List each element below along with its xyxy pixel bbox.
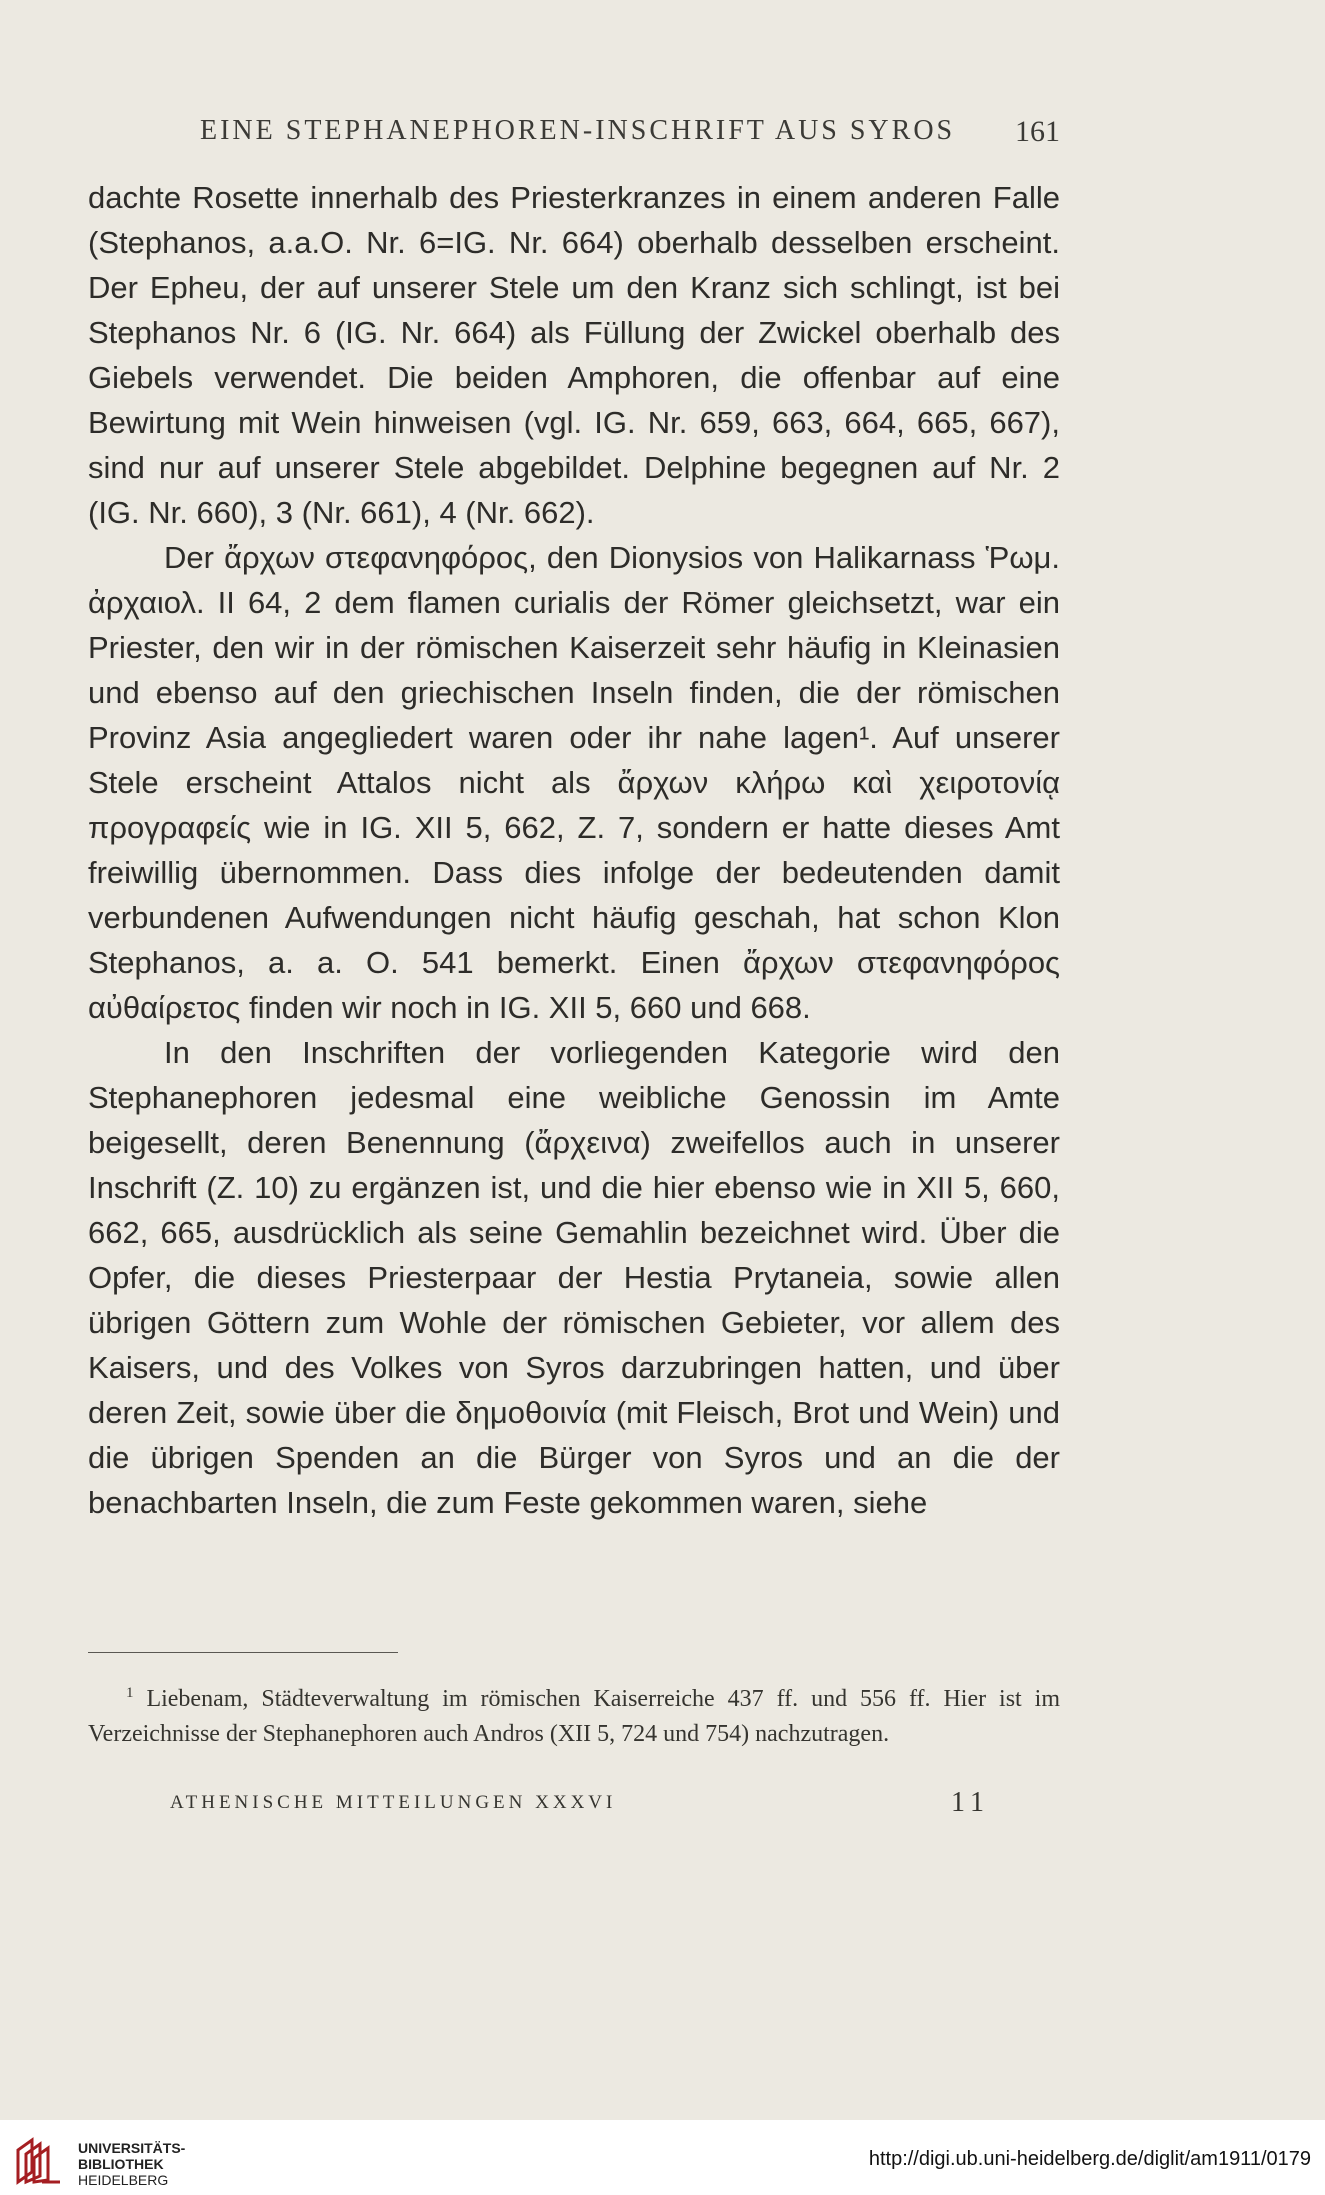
body-text (88, 175, 1060, 1525)
library-name-line-3: HEIDELBERG (78, 2172, 169, 2188)
source-url-link[interactable]: http://digi.ub.uni-heidelberg.de/diglit/am1911/0179 (868, 2148, 1311, 2170)
signature-number: 11 (951, 1787, 990, 1818)
paragraph-2: Der ἄρχων στεφανηφόρος, den Dionysios von Halikarnass Ῥωμ. ἀρχαιολ. II 64, 2 dem flamen curialis der Römer gleichsetzt, war ein Priester, den wir in der römischen Kaiserzeit sehr häufig in Kleinasien und ebenso auf den griechischen Inseln finden, die der römischen Provinz Asia angegliedert waren oder ihr nahe lagen¹. Auf unserer Stele erscheint Attalos nicht als ἄρχων κλήρω καὶ χειροτονίᾳ προγραφείς wie in IG. XII 5, 662, Z. 7, sondern er hatte dieses Amt freiwillig übernommen. Dass dies infolge der bedeutenden damit verbundenen Aufwendungen nicht häufig geschah, hat schon Klon Stephanos, a. a. O. 541 bemerkt. Einen ἄρχων στεφανηφόρος αὐθαίρετος finden wir noch in IG. XII 5, 660 und 668. (88, 540, 1060, 1025)
library-name-line-1: UNIVERSITÄTS- (78, 2140, 186, 2156)
page-number: 161 (1015, 115, 1060, 148)
digitization-footer (0, 2120, 1325, 2195)
library-logo-icon (14, 2136, 64, 2186)
paragraph-3: In den Inschriften der vorliegenden Kategorie wird den Stephanephoren jedesmal eine weibliche Genossin im Amte beigesellt, deren Benennung (ἄρχεινα) zweifellos auch in unserer Inschrift (Z. 10) zu ergänzen ist, und die hier ebenso wie in XII 5, 660, 662, 665, ausdrücklich als seine Gemahlin bezeichnet wird. Über die Opfer, die dieses Priesterpaar der Hestia Prytaneia, sowie allen übrigen Göttern zum Wohle der römischen Gebieter, vor allem des Kaisers, und des Volkes von Syros darzubringen hatten, und über deren Zeit, sowie über die δημοθοινία (mit Fleisch, Brot und Wein) und die übrigen Spenden an die Bürger von Syros und an die der benachbarten Inseln, die zum Feste gekommen waren, siehe (88, 1035, 1060, 1520)
paragraph-1: dachte Rosette innerhalb des Priesterkranzes in einem anderen Falle (Stephanos, a.a.O. Nr. 6=IG. Nr. 664) oberhalb desselben erscheint. Der Epheu, der auf unserer Stele um den Kranz sich schlingt, ist bei Stephanos Nr. 6 (IG. Nr. 664) als Füllung der Zwickel oberhalb des Giebels verwendet. Die beiden Amphoren, die offenbar auf eine Bewirtung mit Wein hinweisen (vgl. IG. Nr. 659, 663, 664, 665, 667), sind nur auf unserer Stele abgebildet. Delphine begegnen auf Nr. 2 (IG. Nr. 660), 3 (Nr. 661), 4 (Nr. 662). (88, 180, 1060, 530)
running-header (170, 115, 1060, 155)
printer-signature (170, 1787, 990, 1826)
library-name-line-2: BIBLIOTHEK (78, 2156, 164, 2172)
signature-text: ATHENISCHE MITTEILUNGEN XXXVI (170, 1792, 617, 1813)
footnote (88, 1676, 1060, 1752)
running-title: EINE STEPHANEPHOREN-INSCHRIFT AUS SYROS (200, 115, 956, 146)
footnote-text: Liebenam, Städteverwaltung im römischen Kaiserreiche 437 ff. und 556 ff. Hier ist im Verzeichnisse der Stephanephoren auch Andros (XII 5, 724 und 754) nachzutragen. (88, 1686, 1061, 1747)
library-name (78, 2140, 185, 2188)
footnote-marker: 1 (126, 1685, 134, 1701)
footnote-divider (88, 1652, 398, 1653)
